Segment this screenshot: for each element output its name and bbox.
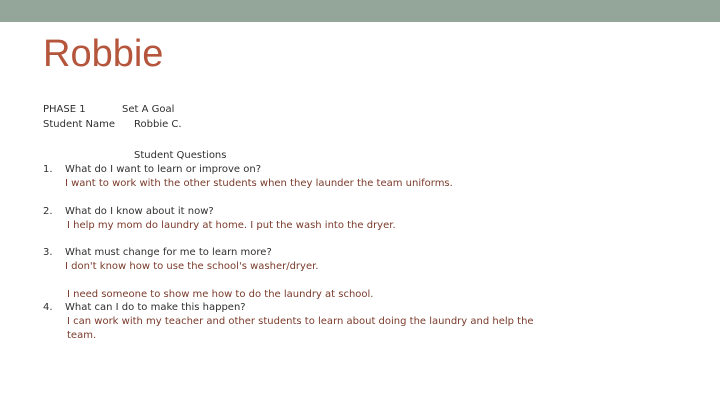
answer-text: I don't know how to use the school's washer/dryer.: [65, 261, 319, 272]
question-number: 4.: [43, 302, 53, 313]
pre-answer-text: I need someone to show me how to do the laundry at school.: [67, 289, 374, 300]
question-number: 2.: [43, 206, 53, 217]
top-bar: [0, 0, 720, 22]
question-text: What can I do to make this happen?: [65, 302, 246, 313]
answer-text: I can work with my teacher and other students to learn about doing the laundry and help the: [67, 316, 534, 327]
student-name-label: Student Name: [43, 119, 116, 130]
question-number: 3.: [43, 247, 53, 258]
answer-text-continued: team.: [67, 330, 97, 341]
student-name-value: Robbie C.: [134, 119, 182, 130]
question-text: What must change for me to learn more?: [65, 247, 272, 258]
question-text: What do I want to learn or improve on?: [65, 164, 261, 175]
question-number: 1.: [43, 164, 53, 175]
section-heading: Student Questions: [134, 150, 227, 161]
phase-label: PHASE 1: [43, 104, 86, 115]
slide-title: Robbie: [43, 33, 164, 75]
question-text: What do I know about it now?: [65, 206, 214, 217]
answer-text: I want to work with the other students when they launder the team uniforms.: [65, 178, 453, 189]
answer-text: I help my mom do laundry at home. I put the wash into the dryer.: [67, 220, 396, 231]
phase-value: Set A Goal: [122, 104, 175, 115]
